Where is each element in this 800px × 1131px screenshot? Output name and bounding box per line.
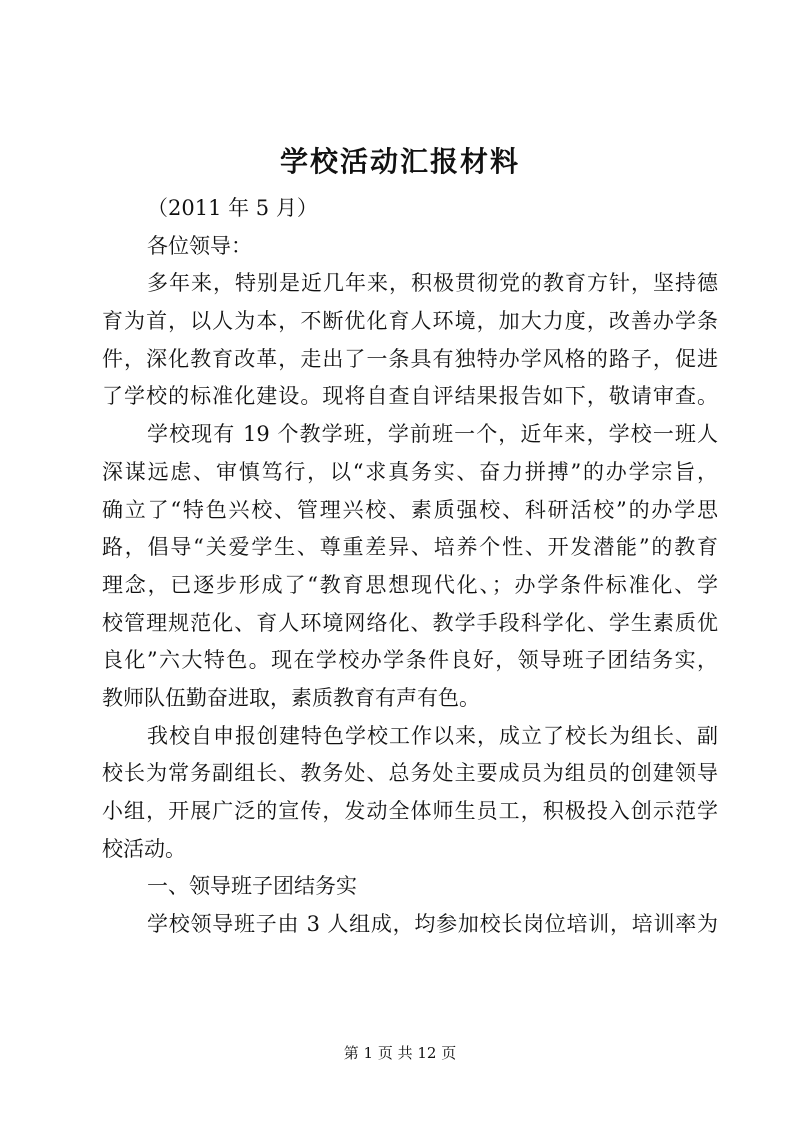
- text-line: 件，深化教育改革，走出了一条具有独特办学风格的路子，促进: [102, 346, 718, 371]
- text-line: 育为首，以人为本，不断优化育人环境，加大力度，改善办学条: [102, 309, 718, 334]
- text-line: 良化”六大特色。现在学校办学条件良好，领导班子团结务实，: [102, 648, 718, 673]
- document-body: [102, 190, 718, 944]
- text-line: 学校现有 19 个教学班，学前班一个，近年来，学校一班人: [147, 422, 718, 447]
- text-line: 校管理规范化、育人环境网络化、教学手段科学化、学生素质优: [102, 610, 718, 635]
- text-line: 了学校的标准化建设。现将自查自评结果报告如下，敬请审查。: [102, 384, 718, 409]
- document-title: 学校活动汇报材料: [279, 145, 520, 178]
- page-footer: 第 1 页 共 12 页: [343, 1044, 457, 1062]
- text-line: 各位领导：: [147, 233, 252, 258]
- text-line: 教师队伍勤奋进取，素质教育有声有色。: [102, 685, 480, 710]
- text-line: 小组，开展广泛的宣传，发动全体师生员工，积极投入创示范学: [102, 799, 718, 823]
- text-line: 一、领导班子团结务实: [147, 874, 357, 899]
- text-line: 确立了“特色兴校、管理兴校、素质强校、科研活校”的办学思: [102, 497, 718, 522]
- text-line: 多年来，特别是近几年来，积极贯彻党的教育方针，坚持德: [147, 271, 718, 296]
- text-line: 路，倡导“关爱学生、尊重差异、培养个性、开发潜能”的教育: [102, 535, 718, 560]
- text-line: 校长为常务副组长、教务处、总务处主要成员为组员的创建领导: [102, 761, 718, 786]
- text-line: 校活动。: [102, 836, 186, 861]
- text-line: 深谋远虑、审慎笃行，以“求真务实、奋力拼搏”的办学宗旨，: [102, 459, 718, 484]
- text-line: 我校自申报创建特色学校工作以来，成立了校长为组长、副: [147, 723, 718, 748]
- text-line: 学校领导班子由 3 人组成，均参加校长岗位培训，培训率为: [147, 912, 718, 937]
- text-line: 理念，已逐步形成了“教育思想现代化、；办学条件标准化、学: [102, 572, 718, 597]
- text-line: （2011 年 5 月）: [147, 196, 318, 220]
